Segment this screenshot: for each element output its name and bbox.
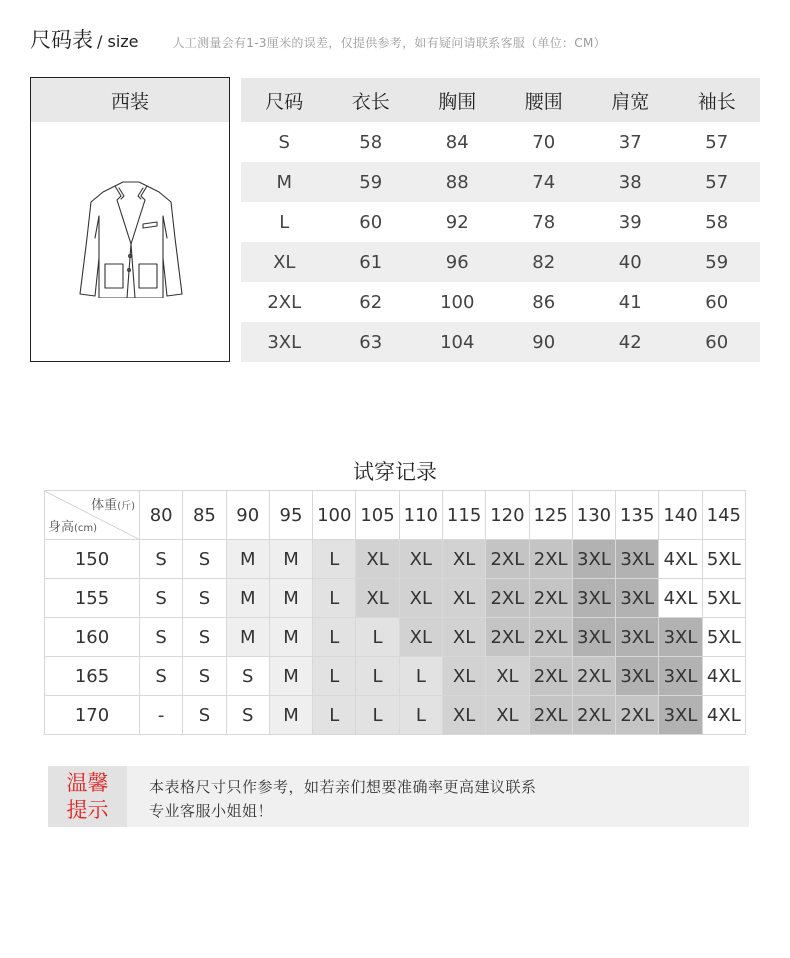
size-cell: 3XL	[241, 322, 328, 362]
fit-size-cell: XL	[442, 540, 485, 579]
fitting-grid	[44, 490, 746, 735]
size-row	[241, 242, 760, 282]
weight-cell: 110	[399, 491, 442, 540]
size-row	[241, 162, 760, 202]
fit-size-cell: L	[313, 618, 356, 657]
fit-size-cell: 3XL	[659, 657, 702, 696]
height-cell: 160	[45, 618, 140, 657]
size-cell: 40	[587, 242, 674, 282]
fit-size-cell: XL	[399, 579, 442, 618]
page-subtitle: / size	[97, 32, 139, 51]
header-cell: 肩宽	[587, 78, 674, 122]
height-cell: 165	[45, 657, 140, 696]
fit-size-cell: 3XL	[572, 579, 615, 618]
size-row	[241, 282, 760, 322]
size-cell: 60	[359, 211, 383, 233]
size-cell: 78	[532, 211, 556, 233]
fit-size-cell: L	[313, 579, 356, 618]
weight-cell: 120	[486, 491, 529, 540]
fit-size-cell: 2XL	[529, 696, 572, 735]
fit-size-cell: S	[140, 540, 183, 579]
size-cell: 86	[532, 291, 556, 313]
weight-cell: 135	[616, 491, 659, 540]
fit-size-cell: L	[356, 618, 399, 657]
fit-size-cell: XL	[442, 696, 485, 735]
header-cell: 胸围	[414, 78, 501, 122]
fit-size-cell: M	[269, 579, 312, 618]
fit-size-cell: 3XL	[659, 618, 702, 657]
size-cell: 90	[501, 322, 588, 362]
weight-cell: 115	[442, 491, 485, 540]
height-cell: 155	[45, 579, 140, 618]
fit-size-cell: L	[313, 696, 356, 735]
fit-size-cell: 2XL	[486, 579, 529, 618]
fit-size-cell: S	[183, 618, 226, 657]
fit-size-cell: XL	[399, 618, 442, 657]
weight-cell: 85	[183, 491, 226, 540]
fit-size-cell: S	[140, 579, 183, 618]
size-cell: 84	[445, 131, 469, 153]
size-cell: 58	[359, 131, 383, 153]
product-box	[30, 77, 230, 362]
size-row	[241, 122, 760, 162]
fit-size-cell: 3XL	[572, 540, 615, 579]
size-cell: 70	[532, 131, 556, 153]
fit-size-cell: 2XL	[572, 696, 615, 735]
size-cell: 2XL	[267, 291, 302, 313]
fitting-title: 试穿记录	[353, 460, 437, 484]
height-row	[45, 618, 746, 657]
fit-size-cell: XL	[442, 657, 485, 696]
size-cell: 62	[359, 291, 383, 313]
tip-box	[48, 766, 749, 827]
fit-size-cell: 4XL	[659, 540, 702, 579]
weight-cell: 145	[702, 491, 745, 540]
weight-label: 体重	[91, 498, 118, 513]
weight-cell: 100	[313, 491, 356, 540]
size-cell: 82	[501, 242, 588, 282]
weight-cell: 130	[572, 491, 615, 540]
weight-cell: 80	[140, 491, 183, 540]
header-cell: 尺码	[241, 78, 328, 122]
size-row	[241, 202, 760, 242]
weight-header-row	[45, 491, 746, 540]
weight-cell: 90	[226, 491, 269, 540]
size-cell: 100	[440, 291, 475, 313]
tip-label	[48, 766, 127, 827]
size-cell: S	[278, 131, 290, 153]
fit-size-cell: 5XL	[702, 618, 745, 657]
size-cell: M	[241, 162, 328, 202]
size-cell: 92	[445, 211, 469, 233]
height-unit: (cm)	[74, 523, 98, 534]
fit-size-cell: L	[356, 657, 399, 696]
suit-jacket-icon	[77, 178, 185, 298]
fit-size-cell: M	[269, 657, 312, 696]
size-cell: 59	[674, 242, 761, 282]
size-cell: L	[279, 211, 290, 233]
fit-size-cell: S	[183, 696, 226, 735]
header-cell: 衣长	[328, 78, 415, 122]
size-cell: 38	[587, 162, 674, 202]
size-cell: 57	[674, 162, 761, 202]
tip-text-line2: 专业客服小姐姐！	[149, 802, 274, 820]
fit-size-cell: 5XL	[702, 579, 745, 618]
weight-axis-label	[91, 494, 135, 513]
size-cell: 74	[501, 162, 588, 202]
height-row	[45, 696, 746, 735]
fit-size-cell: S	[226, 657, 269, 696]
height-label: 身高	[48, 520, 75, 535]
size-cell: 41	[618, 291, 642, 313]
fit-size-cell: L	[399, 696, 442, 735]
fit-size-cell: S	[140, 618, 183, 657]
size-cell: 88	[414, 162, 501, 202]
fit-size-cell: XL	[486, 696, 529, 735]
header-cell: 袖长	[674, 78, 761, 122]
fit-size-cell: 4XL	[702, 657, 745, 696]
size-cell: 60	[674, 322, 761, 362]
measurement-note: 人工测量会有1-3厘米的误差，仅提供参考，如有疑问请联系客服（单位：CM）	[172, 36, 606, 50]
weight-cell: 140	[659, 491, 702, 540]
corner-cell	[45, 491, 140, 540]
fit-size-cell: S	[183, 657, 226, 696]
fit-size-cell: 2XL	[529, 657, 572, 696]
fit-size-cell: XL	[442, 579, 485, 618]
fit-size-cell: 3XL	[616, 579, 659, 618]
fit-size-cell: 2XL	[529, 618, 572, 657]
fit-size-cell: 2XL	[486, 540, 529, 579]
height-axis-label	[48, 516, 97, 535]
fit-size-cell: 3XL	[572, 618, 615, 657]
fit-size-cell: M	[226, 618, 269, 657]
product-name: 西装	[31, 78, 229, 122]
page-title: 尺码表	[30, 28, 93, 52]
weight-unit: (斤)	[117, 501, 135, 512]
fit-size-cell: L	[313, 540, 356, 579]
size-cell: 61	[328, 242, 415, 282]
fit-size-cell: -	[140, 696, 183, 735]
height-cell: 170	[45, 696, 140, 735]
fit-size-cell: XL	[356, 579, 399, 618]
fit-size-cell: 3XL	[616, 540, 659, 579]
fit-size-cell: 3XL	[659, 696, 702, 735]
size-row	[241, 322, 760, 362]
size-cell: 104	[414, 322, 501, 362]
height-cell: 150	[45, 540, 140, 579]
height-row	[45, 657, 746, 696]
size-cell: XL	[241, 242, 328, 282]
size-table-header	[241, 78, 760, 122]
fit-size-cell: S	[140, 657, 183, 696]
size-cell: 96	[414, 242, 501, 282]
fit-size-cell: XL	[442, 618, 485, 657]
height-row	[45, 579, 746, 618]
fit-size-cell: XL	[356, 540, 399, 579]
fit-size-cell: M	[269, 540, 312, 579]
fitting-body	[45, 540, 746, 735]
fit-size-cell: L	[313, 657, 356, 696]
fit-size-cell: XL	[486, 657, 529, 696]
fit-size-cell: 2XL	[486, 618, 529, 657]
tip-text-line1: 本表格尺寸只作参考，如若亲们想要准确率更高建议联系	[149, 778, 537, 796]
height-row	[45, 540, 746, 579]
fit-size-cell: S	[183, 540, 226, 579]
fit-size-cell: S	[226, 696, 269, 735]
fit-size-cell: 4XL	[702, 696, 745, 735]
size-cell: 63	[328, 322, 415, 362]
size-cell: 59	[328, 162, 415, 202]
fit-size-cell: M	[226, 579, 269, 618]
fit-size-cell: S	[183, 579, 226, 618]
weight-cell: 105	[356, 491, 399, 540]
fit-size-cell: M	[269, 696, 312, 735]
tip-text	[149, 775, 709, 823]
tip-label-line1: 温馨	[66, 770, 109, 795]
size-cell: 39	[618, 211, 642, 233]
fit-size-cell: XL	[399, 540, 442, 579]
fit-size-cell: L	[356, 696, 399, 735]
size-table	[241, 78, 760, 362]
fit-size-cell: 3XL	[616, 618, 659, 657]
fit-size-cell: 2XL	[616, 696, 659, 735]
fit-size-cell: 4XL	[659, 579, 702, 618]
fit-size-cell: M	[226, 540, 269, 579]
size-cell: 60	[705, 291, 729, 313]
size-cell: 58	[705, 211, 729, 233]
size-cell: 42	[587, 322, 674, 362]
size-cell: 37	[618, 131, 642, 153]
fit-size-cell: 3XL	[616, 657, 659, 696]
header-cell: 腰围	[501, 78, 588, 122]
fit-size-cell: 5XL	[702, 540, 745, 579]
fit-size-cell: 2XL	[572, 657, 615, 696]
tip-label-line2: 提示	[66, 797, 109, 822]
weight-cell: 95	[269, 491, 312, 540]
fit-size-cell: 2XL	[529, 579, 572, 618]
fit-size-cell: L	[399, 657, 442, 696]
fit-size-cell: M	[269, 618, 312, 657]
fit-size-cell: 2XL	[529, 540, 572, 579]
page-header	[30, 24, 606, 52]
size-cell: 57	[705, 131, 729, 153]
weight-cell: 125	[529, 491, 572, 540]
